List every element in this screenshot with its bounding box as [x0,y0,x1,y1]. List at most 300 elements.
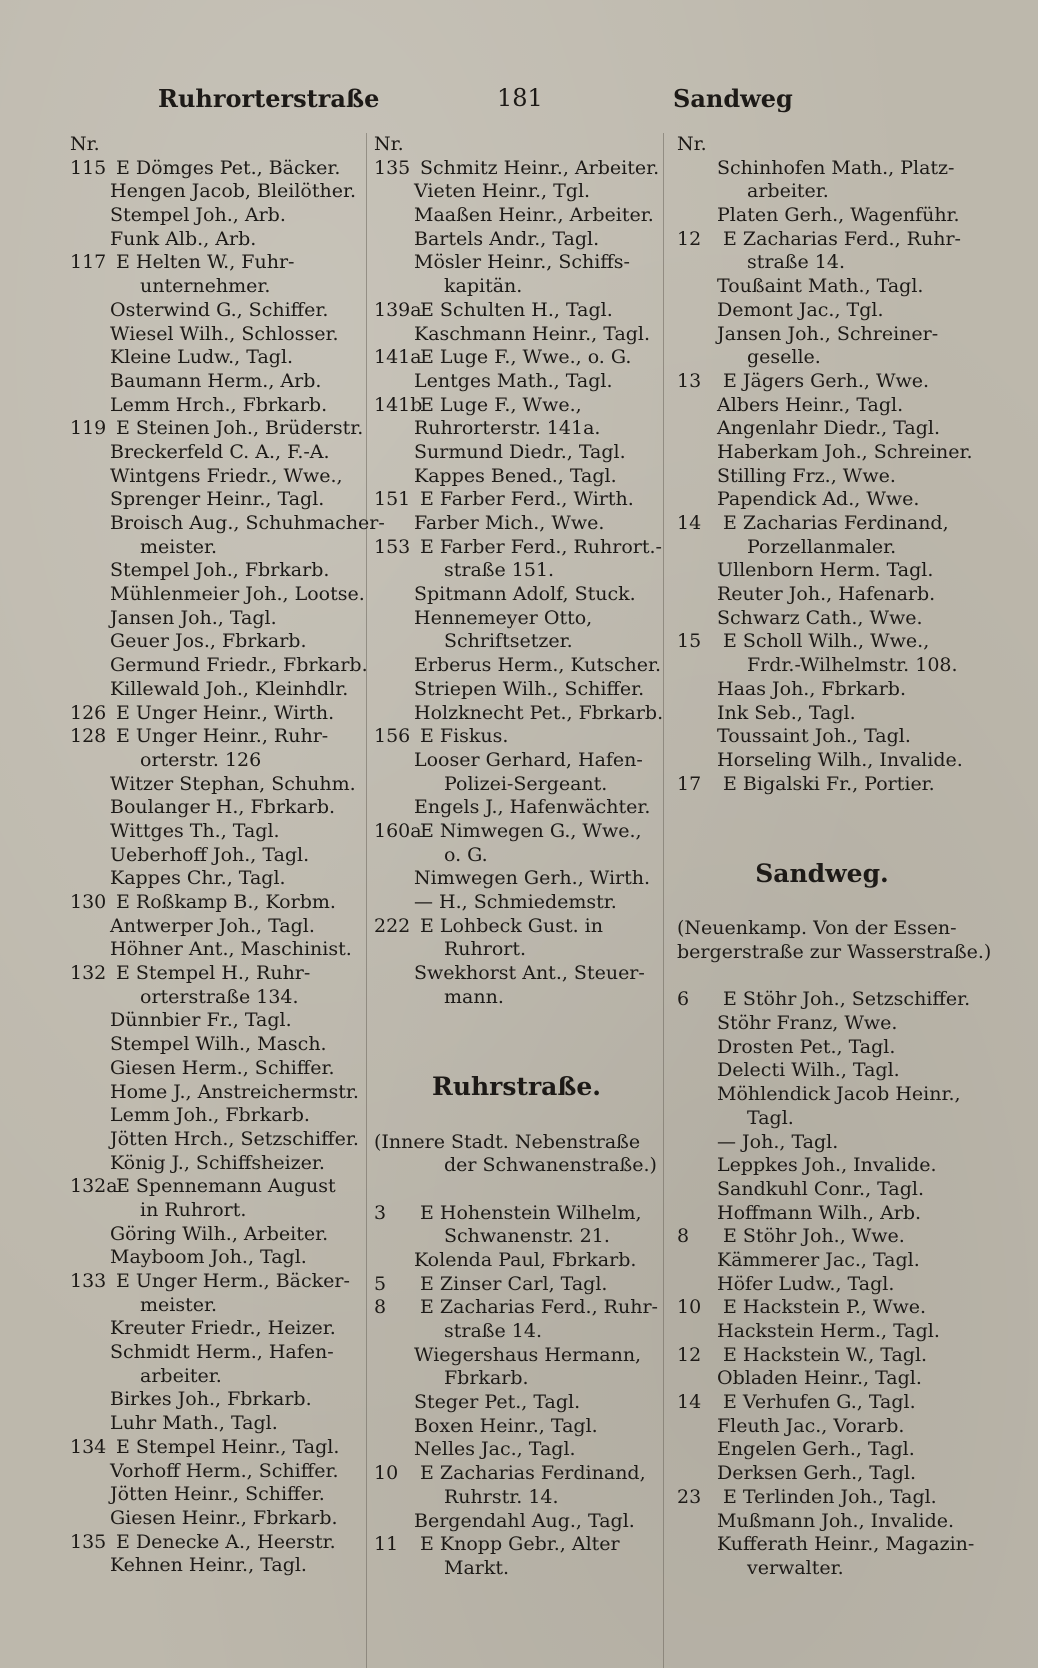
directory-line [677,1486,967,1510]
entry-text: Maaßen Heinr., Arbeiter. [414,204,654,227]
entry-text: Nr. [374,133,404,155]
directory-line [374,583,659,607]
entry-text: Home J., Anstreichermstr. [110,1080,359,1103]
entry-text: Kehnen Heinr., Tagl. [110,1554,307,1577]
directory-line [70,1199,362,1223]
house-number: 5 [374,1272,387,1295]
entry-text: Antwerper Joh., Tagl. [110,914,315,937]
house-number: 156 [374,725,411,748]
entry-text: arbeiter. [140,1364,222,1387]
entry-text: Wittges Th., Tagl. [110,819,280,842]
entry-text: E Jägers Gerh., Wwe. [723,369,930,392]
entry-text: Spitmann Adolf, Stuck. [414,583,636,606]
directory-line [677,1059,967,1083]
entry-text: mann. [444,985,504,1008]
directory-line [677,1107,967,1131]
directory-line [70,133,362,157]
entry-text: E Stöhr Joh., Wwe. [723,1225,905,1248]
directory-line [677,654,967,678]
directory-line [677,440,973,465]
entry-text: Stilling Frz., Wwe. [717,464,896,487]
entry-text: Mußmann Joh., Invalide. [717,1509,955,1532]
directory-line [70,607,362,631]
entry-text: bergerstraße zur Wasserstraße.) [677,941,992,963]
entry-text: E Scholl Wilh., Wwe., [723,630,930,653]
entry-text: Göring Wilh., Arbeiter. [110,1222,329,1245]
house-number: 126 [70,701,107,724]
directory-line [677,488,967,512]
column-divider [366,133,367,1668]
directory-line [70,796,362,820]
entry-text: orterstraße 134. [140,985,299,1008]
entry-text: Toußaint Math., Tagl. [717,275,924,298]
directory-line [374,701,664,726]
directory-line [374,938,659,962]
entry-text: Jötten Heinr., Schiffer. [110,1483,325,1506]
directory-line [374,417,659,441]
entry-text: Witzer Stephan, Schuhm. [110,772,356,795]
directory-line [677,204,967,228]
entry-text: unternehmer. [140,275,271,298]
entry-text: Derksen Gerh., Tagl. [717,1462,917,1485]
directory-line [374,986,659,1010]
entry-text: Kolenda Paul, Fbrkarb. [414,1248,637,1271]
directory-line [70,1412,362,1436]
entry-text: Farber Mich., Wwe. [414,512,605,534]
entry-text: Reuter Joh., Hafenarb. [717,583,936,606]
directory-line [70,820,362,844]
directory-line [677,1510,967,1534]
entry-text: Kreuter Friedr., Heizer. [110,1317,336,1340]
house-number: 160a [374,819,422,842]
directory-line [677,394,967,418]
directory-line [70,1152,362,1176]
entry-text: Lentges Math., Tagl. [414,369,613,392]
spacer [374,1033,659,1057]
entry-text: E Hohenstein Wilhelm, [420,1201,642,1224]
directory-line [70,749,362,773]
entry-text: Höhner Ant., Maschinist. [110,938,352,961]
entry-text: E Helten W., Fuhr- [116,251,295,274]
entry-text: E Stempel H., Ruhr- [116,962,311,985]
entry-text: in Ruhrort. [140,1198,247,1221]
entry-text: straße 14. [444,1320,542,1342]
spacer [374,1107,659,1131]
entry-text: Markt. [444,1556,510,1579]
directory-line [70,157,362,181]
house-number: 139a [374,298,422,321]
directory-line [677,1036,967,1060]
directory-line [374,323,659,347]
entry-text: Tagl. [747,1106,794,1129]
entry-text: Stempel Wilh., Masch. [110,1033,327,1056]
directory-line [677,465,967,489]
directory-line [374,275,659,299]
directory-line [677,1320,967,1344]
directory-line [70,938,362,962]
directory-line [70,275,362,299]
directory-line [374,488,659,512]
entry-text: Erberus Herm., Kutscher. [414,654,662,677]
entry-text: Kappes Bened., Tagl. [414,464,617,487]
entry-text: o. G. [444,843,488,866]
directory-line [374,370,659,394]
entry-text: Schmidt Herm., Hafen- [110,1341,334,1364]
directory-line [70,1460,362,1484]
house-number: 151 [374,488,411,511]
house-number: 14 [677,1391,702,1414]
entry-text: — Joh., Tagl. [717,1130,839,1153]
entry-text: Giesen Heinr., Fbrkarb. [110,1506,338,1529]
entry-text: Fleuth Jac., Vorarb. [717,1414,905,1437]
directory-line [374,820,659,844]
entry-text: E Schulten H., Tagl. [420,298,613,321]
entry-text: Leppkes Joh., Invalide. [717,1154,937,1177]
entry-text: E Luge F., Wwe., [420,393,582,416]
directory-line [70,1317,362,1341]
directory-line [374,915,659,939]
entry-text: E Verhufen G., Tagl. [723,1391,916,1414]
directory-line [70,1009,362,1033]
entry-text: Mösler Heinr., Schiffs- [414,251,630,274]
entry-text: E Stöhr Joh., Setzschiffer. [723,988,971,1011]
house-number: 132 [70,962,107,985]
entry-text: Holzknecht Pet., Fbrkarb. [414,701,664,724]
directory-line [70,962,362,986]
entry-text: E Denecke A., Heerstr. [116,1530,336,1553]
entry-text: Killewald Joh., Kleinhdlr. [110,677,349,700]
entry-text: E Unger Heinr., Wirth. [116,701,335,724]
directory-line [70,1175,362,1199]
entry-text: Bergendahl Aug., Tagl. [414,1509,635,1532]
entry-text: E Luge F., Wwe., o. G. [420,346,632,369]
directory-line [374,796,659,820]
directory-line [677,512,967,536]
directory-line [677,1391,967,1415]
directory-line [70,1270,362,1294]
house-number: 117 [70,251,107,274]
directory-line [70,1554,362,1578]
directory-line [70,536,362,560]
column-1 [70,133,385,1578]
directory-line [677,749,967,773]
directory-line [70,702,362,726]
house-number: 15 [677,630,702,653]
directory-line [677,275,967,299]
entry-text: Engelen Gerh., Tagl. [717,1438,915,1461]
directory-line [374,773,659,797]
directory-line [70,1483,362,1507]
entry-text: Nelles Jac., Tagl. [414,1438,576,1461]
directory-line [677,1225,967,1249]
entry-text: Breckerfeld C. A., F.-A. [110,440,330,463]
entry-text: Hengen Jacob, Bleilöther. [110,180,357,203]
entry-text: E Farber Ferd., Wirth. [420,488,634,511]
entry-text: Kämmerer Jac., Tagl. [717,1248,920,1271]
section-heading: Ruhrstraße. [432,1071,601,1101]
entry-text: geselle. [747,346,821,369]
entry-text: Steger Pet., Tagl. [414,1391,581,1414]
entry-text: E Fiskus. [420,725,509,748]
entry-text: Obladen Heinr., Tagl. [717,1367,922,1390]
entry-text: Kappes Chr., Tagl. [110,867,286,890]
entry-text: orterstr. 126 [140,748,262,771]
entry-text: Engels J., Hafenwächter. [414,796,651,819]
directory-line [374,1320,659,1344]
directory-line [677,630,967,654]
directory-line [374,535,662,560]
entry-text: E Nimwegen G., Wwe., [420,819,642,842]
directory-line [374,1533,659,1557]
column-2 [374,133,664,1581]
entry-text: Wiegershaus Hermann, [414,1343,642,1366]
directory-line [70,583,365,607]
entry-text: E Stempel Heinr., Tagl. [116,1435,340,1458]
directory-line [374,607,659,631]
directory-line [374,133,659,157]
entry-text: Kleine Ludw., Tagl. [110,346,294,369]
directory-line [70,1223,362,1247]
house-number: 222 [374,914,411,937]
entry-text: Stöhr Franz, Wwe. [717,1012,898,1035]
directory-line [70,512,385,536]
house-number: 132a [70,1175,118,1198]
directory-line [70,1246,362,1270]
directory-line [677,1131,967,1155]
directory-line [374,1273,659,1297]
entry-text: Kaschmann Heinr., Tagl. [414,322,651,345]
directory-line [70,394,362,418]
directory-line [677,1296,967,1320]
entry-text: straße 14. [747,251,845,274]
directory-line [677,1273,967,1297]
house-number: 134 [70,1435,107,1458]
entry-text: (Innere Stadt. Nebenstraße [374,1130,641,1153]
directory-line [70,844,362,868]
directory-line [70,370,362,394]
directory-line [677,1462,967,1486]
directory-line [70,1081,362,1105]
entry-text: Haas Joh., Fbrkarb. [717,677,906,700]
entry-text: E Spennemann August [116,1175,336,1198]
house-number: 133 [70,1270,107,1292]
directory-line [70,488,362,512]
directory-line [677,1202,967,1226]
directory-line [677,157,967,181]
entry-text: Möhlendick Jacob Heinr., [717,1083,961,1106]
entry-text: Ruhrorterstr. 141a. [414,417,601,440]
entry-text: Papendick Ad., Wwe. [717,488,920,511]
directory-line [677,725,967,749]
house-number: 12 [677,1343,702,1366]
directory-line [677,1012,967,1036]
directory-line [70,323,362,347]
directory-line [70,1057,362,1081]
spacer [374,1178,659,1202]
directory-line [677,1415,967,1439]
entry-text: Ruhrort. [444,938,527,961]
entry-text: Toussaint Joh., Tagl. [717,725,911,748]
entry-text: E Bigalski Fr., Portier. [723,772,935,795]
entry-text: E Knopp Gebr., Alter [420,1533,620,1556]
house-number: 8 [677,1225,690,1248]
house-number: 141b [374,393,423,416]
directory-line [70,1294,362,1318]
directory-line [677,917,967,941]
directory-line [70,678,362,702]
entry-text: Polizei-Sergeant. [444,772,608,795]
directory-line [374,251,659,275]
directory-line [374,512,659,536]
directory-line [677,1154,967,1178]
directory-line [70,441,362,465]
entry-text: Swekhorst Ant., Steuer- [414,962,645,985]
entry-text: Mühlenmeier Joh., Lootse. [110,583,365,606]
house-number: 135 [374,156,411,179]
entry-text: Giesen Herm., Schiffer. [110,1056,335,1079]
house-number: 12 [677,227,702,250]
entry-text: E Farber Ferd., Ruhrort.- [420,535,662,558]
entry-text: Vieten Heinr., Tgl. [414,180,591,203]
entry-text: Hennemeyer Otto, [414,606,593,629]
entry-text: Porzellanmaler. [747,535,897,558]
column-3 [677,133,992,1581]
entry-text: Schwanenstr. 21. [444,1225,610,1248]
entry-text: E Terlinden Joh., Tagl. [723,1485,937,1508]
directory-line [374,654,662,678]
directory-line [70,417,362,441]
house-number: 115 [70,156,107,179]
directory-line [677,583,967,607]
directory-line [677,1083,967,1107]
entry-text: Jansen Joh., Tagl. [110,606,277,629]
entry-text: König J., Schiffsheizer. [110,1151,325,1174]
directory-line [374,465,659,489]
house-number: 17 [677,772,702,795]
directory-line [70,1128,362,1152]
entry-text: Angenlahr Diedr., Tagl. [717,417,940,440]
spacer [677,796,967,820]
entry-text: Drosten Pet., Tagl. [717,1035,896,1058]
entry-text: Striepen Wilh., Schiffer. [414,677,645,700]
column-divider [663,133,664,1668]
entry-text: Geuer Jos., Fbrkarb. [110,630,307,653]
entry-text: Luhr Math., Tagl. [110,1412,278,1435]
directory-line [70,180,362,204]
entry-text: Looser Gerhard, Hafen- [414,748,643,771]
house-number: 130 [70,891,107,913]
entry-text: E Zacharias Ferd., Ruhr- [420,1296,658,1319]
directory-line [70,630,362,654]
directory-line [374,180,659,204]
entry-text: E Zacharias Ferdinand, [420,1462,646,1485]
directory-line [374,157,659,181]
house-number: 11 [374,1533,399,1556]
entry-text: Sprenger Heinr., Tagl. [110,488,325,511]
entry-text: E Dömges Pet., Bäcker. [116,156,341,179]
house-number: 10 [374,1462,399,1485]
directory-line [374,1510,659,1534]
entry-text: verwalter. [747,1556,844,1579]
entry-text: Lemm Hrch., Fbrkarb. [110,393,328,416]
directory-line [677,1533,975,1557]
directory-line [70,773,362,797]
directory-line [677,1344,967,1368]
entry-text: Haberkam Joh., Schreiner. [717,440,973,463]
entry-text: Mayboom Joh., Tagl. [110,1246,307,1269]
directory-line [70,654,368,678]
directory-line [374,1296,659,1320]
directory-line [677,1438,967,1462]
entry-text: Baumann Herm., Arb. [110,369,322,392]
house-number: 153 [374,535,411,558]
entry-text: Ruhrstr. 14. [444,1485,559,1508]
entry-text: E Hackstein W., Tagl. [723,1343,928,1366]
entry-text: Demont Jac., Tgl. [717,298,884,321]
directory-line [374,962,659,986]
entry-text: Bartels Andr., Tagl. [414,227,600,250]
directory-line [374,204,659,228]
directory-line [374,1486,659,1510]
directory-line [374,1557,659,1581]
directory-line [374,559,659,583]
directory-line [677,180,967,204]
entry-text: kapitän. [444,275,523,298]
directory-line [374,1202,659,1226]
house-number: 13 [677,369,702,392]
header-left-street: Ruhrorterstraße [158,84,380,113]
entry-text: Kufferath Heinr., Magazin- [717,1533,975,1556]
directory-line [70,204,362,228]
entry-text: E Unger Heinr., Ruhr- [116,725,329,748]
directory-line [70,228,362,252]
entry-text: Schmitz Heinr., Arbeiter. [420,156,660,179]
entry-text: Nimwegen Gerh., Wirth. [414,867,651,890]
directory-line [374,1462,659,1486]
house-number: 6 [677,988,690,1011]
entry-text: Nr. [677,133,707,155]
house-number: 14 [677,512,702,534]
entry-text: — H., Schmiedemstr. [414,891,617,913]
entry-text: Birkes Joh., Fbrkarb. [110,1388,312,1411]
directory-line [677,559,967,583]
directory-line [374,891,659,915]
spacer [677,965,967,989]
entry-text: Schriftsetzer. [444,630,573,653]
directory-line [677,607,967,631]
entry-text: Nr. [70,133,100,155]
entry-text: E Zacharias Ferdinand, [723,512,949,534]
entry-text: Hoffmann Wilh., Arb. [717,1201,922,1224]
entry-text: Stempel Joh., Fbrkarb. [110,559,330,582]
entry-text: arbeiter. [747,180,829,203]
entry-text: Dünnbier Fr., Tagl. [110,1009,292,1032]
directory-line [374,749,659,773]
directory-line [70,465,362,489]
spacer [677,894,967,918]
directory-line [70,1507,362,1531]
directory-line [374,1438,659,1462]
directory-line [70,1531,362,1555]
directory-line [374,228,659,252]
entry-text: Lemm Joh., Fbrkarb. [110,1104,310,1127]
header-right-street: Sandweg [673,84,793,113]
directory-line [374,1367,659,1391]
directory-line [374,867,659,891]
directory-line [677,417,967,441]
directory-line [70,725,362,749]
directory-line [677,678,967,702]
